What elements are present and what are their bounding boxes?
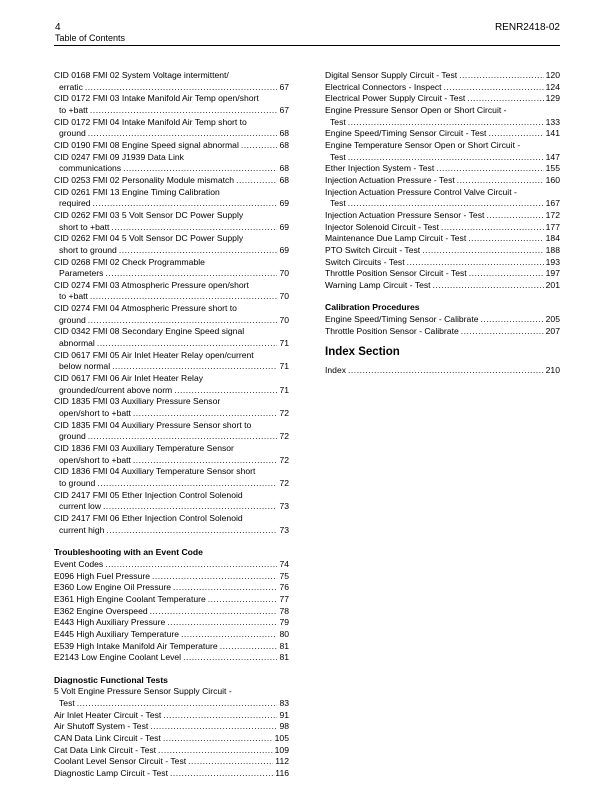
toc-entry[interactable]: [54, 303, 289, 326]
toc-entry-text: Electrical Power Supply Circuit - Test: [325, 93, 466, 104]
toc-entry-text: CID 0172 FMI 03 Intake Manifold Air Temp open/short: [54, 93, 259, 104]
toc-page-number: 71: [279, 384, 289, 395]
dot-leader: [467, 93, 543, 105]
toc-entry[interactable]: [325, 140, 560, 163]
dot-leader: [88, 431, 278, 443]
toc-entry-text: Throttle Position Sensor - Calibrate: [325, 325, 459, 336]
dot-leader: [163, 710, 277, 722]
toc-page-number: 120: [545, 70, 560, 80]
toc-entry[interactable]: [54, 373, 289, 396]
toc-entry-text: CID 0617 FMI 06 Air Inlet Heater Relay: [54, 373, 204, 384]
dot-leader: [88, 315, 278, 327]
toc-entry-text: ground: [59, 128, 86, 139]
toc-page-number: 109: [274, 744, 289, 755]
toc-entry-text: CID 1835 FMI 04 Auxiliary Pressure Sensor short to: [54, 419, 252, 430]
dot-leader: [459, 70, 544, 82]
toc-entry[interactable]: [54, 559, 289, 571]
toc-entry-text: grounded/current above norm: [59, 384, 173, 395]
toc-entry[interactable]: [54, 257, 289, 280]
toc-entry[interactable]: [325, 245, 560, 257]
toc-page-number: 188: [545, 244, 560, 255]
dot-leader: [188, 756, 273, 768]
cid-entry-list: [54, 70, 289, 536]
toc-left-column: [54, 70, 289, 780]
toc-page-number: 71: [279, 361, 289, 372]
toc-page-number: 69: [279, 244, 289, 255]
toc-page-number: 112: [275, 756, 289, 767]
toc-entry[interactable]: [54, 721, 289, 733]
dot-leader: [444, 82, 544, 94]
toc-page-number: 75: [279, 570, 289, 581]
toc-entry-text: CID 1835 FMI 03 Auxiliary Pressure Sensor: [54, 396, 221, 407]
dot-leader: [469, 268, 544, 280]
dot-leader: [133, 408, 278, 420]
toc-page-number: 83: [279, 698, 289, 709]
toc-entry-text: Test: [330, 151, 346, 162]
dot-leader: [481, 314, 544, 326]
dot-leader: [220, 641, 278, 653]
dot-leader: [123, 163, 277, 175]
toc-page-number: 67: [279, 81, 289, 92]
toc-page-number: 72: [279, 431, 289, 442]
toc-page-number: 172: [545, 209, 560, 220]
toc-entry[interactable]: [325, 210, 560, 222]
dot-leader: [183, 652, 277, 664]
toc-page-number: 91: [279, 709, 289, 720]
toc-entry-text: CID 0262 FMI 04 5 Volt Sensor DC Power Supply: [54, 233, 244, 244]
toc-entry-text: E2143 Low Engine Coolant Level: [54, 652, 182, 663]
toc-entry[interactable]: [325, 222, 560, 234]
toc-entry[interactable]: [54, 617, 289, 629]
toc-page-number: 68: [279, 174, 289, 185]
dot-leader: [461, 326, 544, 338]
calib-entry-list: [325, 314, 560, 337]
dot-leader: [150, 606, 278, 618]
toc-entry-text: CID 0268 FMI 02 Check Programmable: [54, 256, 205, 267]
toc-entry[interactable]: [54, 140, 289, 152]
dot-leader: [348, 152, 544, 164]
page-number: 4: [55, 22, 61, 33]
dot-leader: [208, 594, 278, 606]
toc-entry-text: E361 High Engine Coolant Temperature: [54, 593, 206, 604]
dot-leader: [105, 268, 277, 280]
toc-page-number: 105: [274, 733, 289, 744]
dot-leader: [152, 571, 277, 583]
toc-page-number: 210: [545, 365, 560, 376]
section-title-calibration: Calibration Procedures: [325, 302, 420, 313]
toc-page-number: 81: [279, 640, 289, 651]
toc-entry-text: CID 1836 FMI 03 Auxiliary Temperature Sensor: [54, 443, 234, 453]
toc-entry[interactable]: [54, 733, 289, 745]
toc-entry-text: CID 2417 FMI 05 Ether Injection Control Solenoid: [54, 489, 243, 500]
toc-entry[interactable]: [325, 128, 560, 140]
toc-page-number: 155: [545, 163, 560, 174]
toc-page-number: 70: [279, 314, 289, 325]
toc-page-number: 77: [279, 593, 289, 604]
diag-entry-list-left: [54, 686, 289, 779]
dot-leader: [167, 617, 277, 629]
toc-entry-text: Electrical Connectors - Inspect: [325, 81, 442, 92]
dot-leader: [111, 222, 277, 234]
toc-entry-text: Injection Actuation Pressure - Test: [325, 174, 455, 185]
toc-entry[interactable]: [325, 314, 560, 326]
toc-entry[interactable]: [325, 93, 560, 105]
toc-entry[interactable]: [54, 326, 289, 349]
toc-entry[interactable]: [54, 420, 289, 443]
toc-entry-text: CID 2417 FMI 06 Ether Injection Control Solenoid: [54, 512, 243, 523]
toc-entry[interactable]: [54, 93, 289, 116]
toc-entry-text: Injection Actuation Pressure Sensor - Test: [325, 209, 485, 220]
toc-entry-text: E096 High Fuel Pressure: [54, 570, 151, 581]
dot-leader: [348, 365, 544, 377]
toc-page-number: 71: [279, 338, 289, 349]
toc-entry-text: E362 Engine Overspeed: [54, 605, 148, 616]
toc-entry-text: ground: [59, 314, 86, 325]
toc-entry-text: CID 0190 FMI 08 Engine Speed signal abnormal: [54, 139, 239, 150]
dot-leader: [486, 210, 543, 222]
toc-page-number: 201: [545, 279, 560, 290]
toc-entry-text: Cat Data Link Circuit - Test: [54, 744, 157, 755]
toc-page-number: 80: [279, 628, 289, 639]
toc-entry-text: to +batt: [59, 291, 88, 302]
dot-leader: [348, 198, 544, 210]
toc-entry[interactable]: [325, 163, 560, 175]
toc-entry-text: below normal: [59, 361, 111, 372]
toc-entry[interactable]: [54, 606, 289, 618]
toc-entry[interactable]: [54, 117, 289, 140]
dot-leader: [97, 478, 277, 490]
toc-entry-text: CID 0262 FMI 03 5 Volt Sensor DC Power Supply: [54, 209, 244, 220]
toc-entry-text: CID 0274 FMI 04 Atmospheric Pressure short to: [54, 303, 237, 314]
dot-leader: [173, 582, 277, 594]
toc-entry-text: to +batt: [59, 104, 88, 115]
toc-entry[interactable]: [54, 280, 289, 303]
dot-leader: [77, 698, 278, 710]
dot-leader: [488, 128, 543, 140]
toc-page-number: 67: [279, 104, 289, 115]
toc-entry[interactable]: [325, 268, 560, 280]
toc-page-number: 193: [545, 256, 560, 267]
diag-entry-list-right: [325, 70, 560, 291]
toc-entry-text: Coolant Level Sensor Circuit - Test: [54, 756, 187, 767]
toc-entry-text: CID 0261 FMI 13 Engine Timing Calibration: [54, 186, 220, 197]
toc-entry[interactable]: [325, 257, 560, 269]
toc-entry-text: CID 1836 FMI 04 Auxiliary Temperature Sensor short: [54, 466, 256, 477]
toc-entry-text: Injector Solenoid Circuit - Test: [325, 221, 439, 232]
toc-entry[interactable]: [325, 70, 560, 82]
toc-entry-text: to ground: [59, 477, 96, 488]
toc-entry-text: erratic: [59, 81, 83, 92]
toc-page-number: 73: [279, 524, 289, 535]
toc-page-number: 68: [279, 139, 289, 150]
toc-entry-text: Engine Temperature Sensor Open or Short Circuit -: [325, 139, 521, 150]
toc-page-number: 79: [279, 617, 289, 628]
header-rule: [54, 45, 560, 46]
toc-entry-text: Parameters: [59, 268, 104, 279]
toc-entry-text: Air Inlet Heater Circuit - Test: [54, 709, 162, 720]
dot-leader: [106, 525, 277, 537]
toc-page-number: 133: [545, 116, 560, 127]
toc-page-number: 124: [545, 81, 560, 92]
toc-entry[interactable]: [54, 175, 289, 187]
toc-entry[interactable]: [54, 466, 289, 489]
toc-entry[interactable]: [54, 641, 289, 653]
dot-leader: [468, 233, 543, 245]
toc-entry[interactable]: [54, 686, 289, 709]
toc-entry-text: E445 High Auxiliary Temperature: [54, 628, 179, 639]
toc-entry-text: CID 0168 FMI 02 System Voltage intermittent/: [54, 70, 229, 80]
section-title-event-code: Troubleshooting with an Event Code: [54, 547, 203, 558]
dot-leader: [90, 291, 278, 303]
dot-leader: [181, 629, 277, 641]
toc-right-column: [325, 70, 560, 377]
toc-entry-text: Diagnostic Lamp Circuit - Test: [54, 768, 168, 779]
toc-page-number: 76: [279, 582, 289, 593]
toc-entry-text: current high: [59, 524, 105, 535]
toc-entry[interactable]: [54, 513, 289, 536]
toc-entry-text: Injection Actuation Pressure Control Valve Circuit -: [325, 186, 517, 197]
toc-entry[interactable]: [54, 594, 289, 606]
toc-page-number: 160: [545, 174, 560, 185]
toc-entry[interactable]: [325, 365, 560, 377]
toc-entry-text: Switch Circuits - Test: [325, 256, 405, 267]
section-title-index: Index Section: [325, 346, 400, 359]
dot-leader: [174, 385, 277, 397]
toc-entry[interactable]: [325, 233, 560, 245]
toc-entry[interactable]: [54, 70, 289, 93]
toc-entry-text: Digital Sensor Supply Circuit - Test: [325, 70, 458, 80]
toc-page-number: 68: [279, 128, 289, 139]
toc-page-number: 184: [545, 233, 560, 244]
toc-entry-text: CID 0342 FMI 08 Secondary Engine Speed signal: [54, 326, 245, 337]
toc-entry-text: communications: [59, 163, 122, 174]
toc-entry[interactable]: [325, 280, 560, 292]
dot-leader: [170, 768, 273, 780]
toc-page-number: 72: [279, 408, 289, 419]
dot-leader: [112, 361, 277, 373]
toc-entry[interactable]: [54, 756, 289, 768]
toc-entry[interactable]: [54, 768, 289, 780]
toc-page-number: 167: [545, 198, 560, 209]
toc-page-number: 197: [545, 268, 560, 279]
toc-entry-text: E443 High Auxiliary Pressure: [54, 617, 166, 628]
toc-entry-text: open/short to +batt: [59, 454, 131, 465]
toc-page-number: 78: [279, 605, 289, 616]
toc-page-number: 147: [545, 151, 560, 162]
toc-entry-text: CID 0617 FMI 05 Air Inlet Heater Relay open/current: [54, 349, 254, 360]
section-title-diagnostic-tests: Diagnostic Functional Tests: [54, 674, 168, 685]
toc-page-number: 207: [545, 325, 560, 336]
toc-entry-text: Test: [59, 698, 75, 709]
toc-entry-text: Ether Injection System - Test: [325, 163, 435, 174]
toc-entry[interactable]: [54, 710, 289, 722]
toc-page-number: 81: [279, 652, 289, 663]
toc-entry[interactable]: [325, 175, 560, 187]
toc-page-number: 205: [545, 314, 560, 325]
toc-entry-text: short to +batt: [59, 221, 110, 232]
toc-entry-text: Maintenance Due Lamp Circuit - Test: [325, 233, 467, 244]
toc-page-number: 116: [275, 768, 289, 779]
dot-leader: [158, 745, 273, 757]
toc-entry[interactable]: [54, 443, 289, 466]
toc-entry-text: PTO Switch Circuit - Test: [325, 244, 421, 255]
toc-page-number: 72: [279, 454, 289, 465]
toc-entry-text: Index: [325, 365, 347, 376]
toc-entry[interactable]: [54, 152, 289, 175]
dot-leader: [88, 128, 278, 140]
dot-leader: [163, 733, 273, 745]
toc-entry-text: ground: [59, 431, 86, 442]
dot-leader: [241, 140, 278, 152]
dot-leader: [433, 280, 544, 292]
event-entry-list: [54, 559, 289, 664]
toc-page-number: 98: [279, 721, 289, 732]
toc-page-number: 70: [279, 268, 289, 279]
toc-page-number: 69: [279, 221, 289, 232]
toc-entry[interactable]: [54, 490, 289, 513]
toc-entry[interactable]: [325, 326, 560, 338]
dot-leader: [236, 175, 277, 187]
toc-entry-text: Engine Speed/Timing Sensor - Calibrate: [325, 314, 479, 325]
toc-entry[interactable]: [54, 745, 289, 757]
toc-entry-text: Engine Speed/Timing Sensor Circuit - Test: [325, 128, 487, 139]
toc-entry-text: Event Codes: [54, 558, 104, 569]
toc-entry-text: CID 0253 FMI 02 Personality Module mismatch: [54, 174, 235, 185]
dot-leader: [93, 198, 278, 210]
dot-leader: [436, 163, 543, 175]
dot-leader: [119, 245, 278, 257]
toc-entry-text: Warning Lamp Circuit - Test: [325, 279, 431, 290]
toc-entry[interactable]: [54, 652, 289, 664]
toc-entry[interactable]: [54, 571, 289, 583]
toc-entry-text: current low: [59, 501, 102, 512]
dot-leader: [348, 117, 544, 129]
toc-entry[interactable]: [325, 105, 560, 128]
toc-entry[interactable]: [54, 350, 289, 373]
toc-entry[interactable]: [54, 187, 289, 210]
toc-entry-text: E360 Low Engine Oil Pressure: [54, 582, 172, 593]
toc-page-number: 141: [545, 128, 560, 139]
toc-page-number: 73: [279, 501, 289, 512]
dot-leader: [150, 721, 277, 733]
toc-entry[interactable]: [54, 582, 289, 594]
toc-entry-text: CAN Data Link Circuit - Test: [54, 733, 161, 744]
toc-page-number: 68: [279, 163, 289, 174]
toc-entry-text: Test: [330, 116, 346, 127]
dot-leader: [85, 82, 278, 94]
toc-entry-text: Air Shutoff System - Test: [54, 721, 149, 732]
toc-entry[interactable]: [325, 187, 560, 210]
page-subtitle: Table of Contents: [55, 33, 126, 43]
document-id: RENR2418-02: [494, 22, 560, 33]
toc-entry-text: abnormal: [59, 338, 95, 349]
toc-page-number: 69: [279, 198, 289, 209]
toc-entry[interactable]: [54, 210, 289, 233]
dot-leader: [441, 222, 544, 234]
toc-entry[interactable]: [325, 82, 560, 94]
toc-entry[interactable]: [54, 629, 289, 641]
dot-leader: [407, 257, 544, 269]
toc-entry-text: CID 0172 FMI 04 Intake Manifold Air Temp short to: [54, 116, 247, 127]
toc-entry-text: E539 High Intake Manifold Air Temperature: [54, 640, 218, 651]
toc-page-number: 177: [545, 221, 560, 232]
toc-entry-text: Throttle Position Sensor Circuit - Test: [325, 268, 467, 279]
dot-leader: [422, 245, 543, 257]
toc-entry-text: short to ground: [59, 244, 117, 255]
toc-entry-text: open/short to +batt: [59, 408, 131, 419]
toc-entry-text: CID 0247 FMI 09 J1939 Data Link: [54, 151, 184, 162]
toc-page-number: 74: [279, 558, 289, 569]
dot-leader: [133, 455, 278, 467]
dot-leader: [90, 105, 278, 117]
dot-leader: [103, 501, 277, 513]
dot-leader: [105, 559, 277, 571]
toc-entry[interactable]: [54, 233, 289, 256]
toc-page-number: 72: [279, 477, 289, 488]
toc-entry-text: required: [59, 198, 91, 209]
toc-entry[interactable]: [54, 396, 289, 419]
toc-entry-text: Test: [330, 198, 346, 209]
dot-leader: [457, 175, 544, 187]
dot-leader: [97, 338, 278, 350]
toc-entry-text: 5 Volt Engine Pressure Sensor Supply Circuit -: [54, 686, 232, 697]
toc-page-number: 129: [545, 93, 560, 104]
toc-entry-text: CID 0274 FMI 03 Atmospheric Pressure open/short: [54, 279, 249, 290]
index-entry-list: [325, 365, 560, 377]
toc-entry-text: Engine Pressure Sensor Open or Short Circuit -: [325, 104, 507, 115]
toc-page-number: 70: [279, 291, 289, 302]
